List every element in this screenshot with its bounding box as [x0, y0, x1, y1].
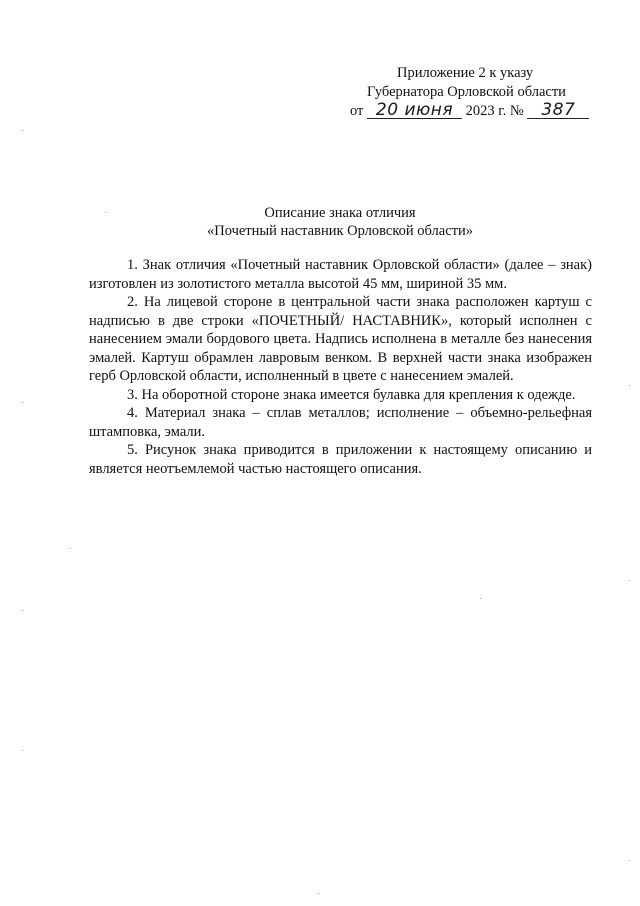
scan-speck [480, 598, 481, 599]
document-body [89, 256, 592, 478]
paragraph-4: 4. Материал знака – сплав металлов; исполнение – объемно-рельефная штамповка, эмали. [89, 405, 592, 440]
handwritten-number: 387 [527, 103, 589, 119]
document-title [100, 204, 580, 240]
year-and-number-label: 2023 г. № [465, 103, 524, 119]
paragraph-5: 5. Рисунок знака приводится в приложении к настоящему описанию и является неотъемлемой частью настоящего описания. [89, 442, 592, 477]
paragraph-1: 1. Знак отличия «Почетный наставник Орловской области» (далее – знак) изготовлен из золотистого металла высотой 45 мм, шириной 35 мм. [89, 257, 592, 292]
scan-speck [629, 580, 630, 581]
title-line-2: «Почетный наставник Орловской области» [206, 223, 474, 239]
appendix-header-line-2: Губернатора Орловской области [367, 84, 566, 100]
scan-speck [22, 130, 23, 131]
scan-speck [70, 548, 71, 549]
date-prefix: от [350, 103, 364, 119]
scan-speck [105, 212, 106, 213]
scan-speck [22, 402, 23, 403]
title-line-1: Описание знака отличия [264, 205, 416, 221]
scan-speck [629, 385, 630, 386]
scan-speck [318, 893, 319, 894]
paragraph-3: 3. На оборотной стороне знака имеется булавка для крепления к одежде. [127, 386, 576, 403]
scan-speck [629, 860, 630, 861]
scan-speck [22, 610, 23, 611]
appendix-header-line-3 [350, 102, 589, 121]
paragraph-2: 2. На лицевой стороне в центральной части знака расположен картуш с надписью в две строки «ПОЧЕТНЫЙ/ НАСТАВНИК», который исполнен с нанесением эмали бордового цвета. Надпись исполнена в металле без нанесения эмалей. Картуш обрамлен лавровым венком. В верхней части знака изображен герб Орловской области, исполненный в цвете с нанесением эмалей. [89, 294, 592, 384]
appendix-header-line-1: Приложение 2 к указу [397, 65, 534, 81]
handwritten-date: 20 июня [367, 103, 462, 119]
scan-speck [22, 750, 23, 751]
